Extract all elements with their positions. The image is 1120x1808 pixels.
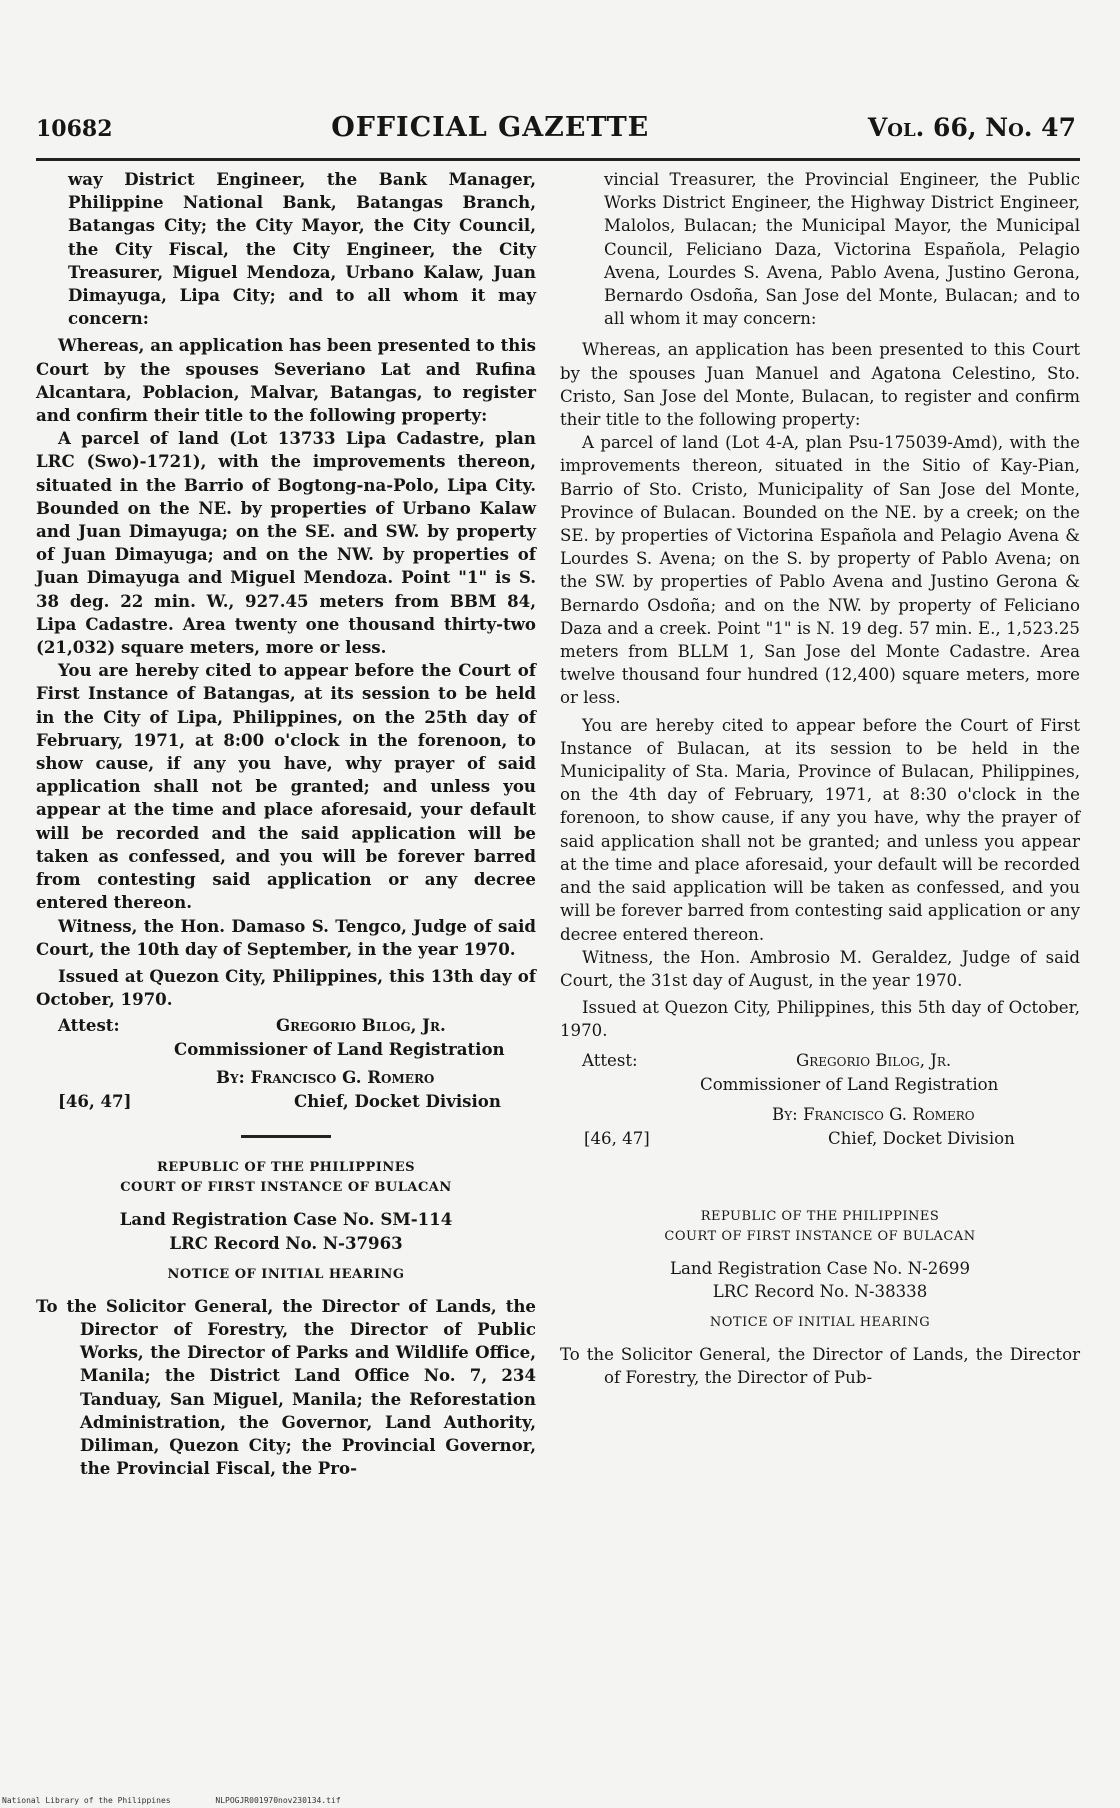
chief-title: Chief, Docket Division [294, 1091, 501, 1112]
record-number: LRC Record No. N-38338 [712, 1281, 928, 1301]
addressee-continuation: vincial Treasurer, the Provincial Engineer, the Public Works District Engineer, the Highway District Engineer, Malolos, Bulacan; the Municipal Mayor, the Municipal Council, Feliciano Daza, Victorina Española, Pelagio Avena, Lourdes S. Avena, Pablo Avena, Justino Gerona, Bernardo Osdoña, San Jose del Monte, Bulacan; and to all whom it may concern: [604, 170, 1080, 329]
by-line [36, 1067, 536, 1091]
volume-number: Vol. 66, No. 47 [867, 113, 1076, 142]
attest-line [36, 1015, 536, 1039]
page-number: 10682 [36, 116, 113, 142]
issue-reference: [46, 47] [58, 1091, 132, 1112]
chief-title: Chief, Docket Division [828, 1128, 1015, 1148]
citation-paragraph: You are hereby cited to appear before the Court of First Instance of Bulacan, at its session to be held in the Municipality of Sta. Maria, Province of Bulacan, Philippines, on the 4th day of February, 1971, at 8:30 o'clock in the forenoon, to show cause, if any you have, why the prayer of said application shall not be granted; and unless you appear at the time and place aforesaid, your default will be recorded and the said application will be taken as confessed, and you will be forever barred from contesting said application or any decree entered thereon. [560, 715, 1080, 944]
issued-paragraph: Issued at Quezon City, Philippines, this 13th day of October, 1970. [36, 965, 536, 1010]
property-description: A parcel of land (Lot 4-A, plan Psu-175039-Amd), with the improvements thereon, situated in the Sitio of Kay-Pian, Barrio of Sto. Cristo, Municipality of San Jose del Monte, Province of Bulacan. Bounded on the NE. by a creek; on the SE. by properties of Victorina Española and Pelagio Avena & Lourdes S. Avena; on the S. by property of Pablo Avena; on the SW. by properties of Pablo Avena and Justino Gerona & Bernardo Osdoña; and on the NW. by property of Feliciano Daza and a creek. Point "1" is N. 19 deg. 57 min. E., 1,523.25 meters from BLLM 1, San Jose del Monte Cadastre. Area twelve thousand four hundred (12,400) square meters, more or less. [560, 433, 1080, 708]
chief-line [36, 1091, 536, 1115]
case-number: Land Registration Case No. SM-114 [119, 1209, 453, 1230]
left-column [36, 168, 536, 1480]
court-heading: COURT OF FIRST INSTANCE OF BULACAN [120, 1180, 452, 1196]
to-addressees: To the Solicitor General, the Director of Lands, the Director of Forestry, the Director of Pub- [560, 1344, 1080, 1388]
right-column [560, 168, 1080, 1389]
commissioner-name: Gregorio Bilog, Jr. [796, 1050, 952, 1070]
commissioner-name: Gregorio Bilog, Jr. [276, 1015, 446, 1036]
whereas-paragraph: Whereas, an application has been presented to this Court by the spouses Juan Manuel and Agatona Celestino, Sto. Cristo, San Jose del Monte, Bulacan, to register and confirm their title to the following property: [560, 340, 1080, 430]
republic-heading: REPUBLIC OF THE PHILIPPINES [156, 1160, 416, 1176]
by-line [560, 1105, 1080, 1129]
section-divider [241, 1135, 331, 1138]
whereas-paragraph: Whereas, an application has been presented to this Court by the spouses Severiano Lat and Rufina Alcantara, Poblacion, Malvar, Batangas, to register and confirm their title to the following property: [36, 335, 536, 426]
commissioner-title-line [560, 1075, 1080, 1099]
notice-heading: NOTICE OF INITIAL HEARING [709, 1314, 931, 1330]
court-heading: COURT OF FIRST INSTANCE OF BULACAN [664, 1228, 976, 1244]
header-rule [36, 158, 1080, 161]
scan-footer [0, 1796, 1120, 1808]
commissioner-title: Commissioner of Land Registration [174, 1039, 505, 1060]
commissioner-title: Commissioner of Land Registration [700, 1074, 999, 1094]
by-name: By: Francisco G. Romero [216, 1067, 435, 1088]
witness-paragraph: Witness, the Hon. Damaso S. Tengco, Judge of said Court, the 10th day of September, in the year 1970. [36, 915, 536, 959]
addressee-continuation: way District Engineer, the Bank Manager, Philippine National Bank, Batangas Branch, Batangas City; the City Mayor, the City Council, the City Fiscal, the City Engineer, the City Treasurer, Miguel Mendoza, Urbano Kalaw, Juan Dimayuga, Lipa City; and to all whom it may concern: [68, 169, 536, 329]
page-header [36, 112, 1076, 154]
case-number: Land Registration Case No. N-2699 [670, 1258, 970, 1278]
commissioner-title-line [36, 1039, 536, 1063]
witness-paragraph: Witness, the Hon. Ambrosio M. Geraldez, Judge of said Court, the 31st day of August, in the year 1970. [560, 947, 1080, 990]
attest-line [560, 1051, 1080, 1075]
attest-label: Attest: [58, 1015, 120, 1036]
scan-filename: NLPOGJR001970nov230134.tif [215, 1796, 341, 1805]
citation-paragraph: You are hereby cited to appear before the Court of First Instance of Batangas, at its session to be held in the City of Lipa, Philippines, on the 25th day of February, 1971, at 8:00 o'clock in the forenoon, to show cause, if any you have, why prayer of said application shall not be granted; and unless you appear at the time and place aforesaid, your default will be recorded and the said application will be taken as confessed, and you will be forever barred from contesting said application or any decree entered thereon. [36, 660, 536, 913]
publication-title: OFFICIAL GAZETTE [331, 112, 650, 143]
record-number: LRC Record No. N-37963 [169, 1232, 403, 1253]
republic-heading: REPUBLIC OF THE PHILIPPINES [700, 1208, 940, 1224]
to-addressees: To the Solicitor General, the Director of Lands, the Director of Forestry, the Director of Public Works, the Director of Parks and Wildlife Office, Manila; the District Land Office No. 7, 234 Tanduay, San Miguel, Manila; the Reforestation Administration, the Governor, Land Authority, Diliman, Quezon City; the Provincial Governor, the Provincial Fiscal, the Pro- [36, 1295, 536, 1479]
notice-heading: NOTICE OF INITIAL HEARING [167, 1266, 405, 1282]
issued-paragraph: Issued at Quezon City, Philippines, this 5th day of October, 1970. [560, 998, 1080, 1041]
property-description: A parcel of land (Lot 13733 Lipa Cadastre, plan LRC (Swo)-1721), with the improvements thereon, situated in the Barrio of Bogtong-na-Polo, Lipa City. Bounded on the NE. by properties of Urbano Kalaw and Juan Dimayuga; on the SE. and SW. by property of Juan Dimayuga; and on the NW. by properties of Juan Dimayuga and Miguel Mendoza. Point "1" is S. 38 deg. 22 min. W., 927.45 meters from BBM 84, Lipa Cadastre. Area twenty one thousand thirty-two (21,032) square meters, more or less. [36, 428, 536, 658]
library-credit: National Library of the Philippines [2, 1796, 171, 1805]
attest-label: Attest: [582, 1050, 638, 1070]
issue-reference: [46, 47] [584, 1128, 650, 1148]
chief-line [560, 1129, 1080, 1153]
by-name: By: Francisco G. Romero [772, 1104, 975, 1124]
